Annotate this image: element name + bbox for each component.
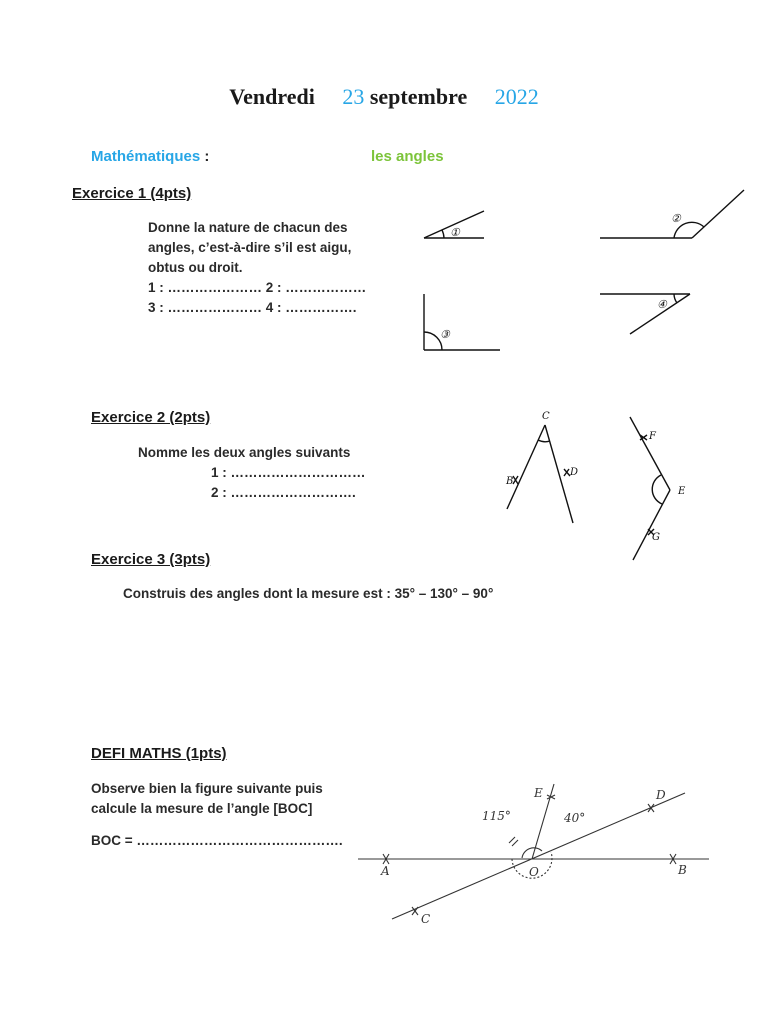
exercise2-title: Exercice 2 (2pts): [91, 409, 211, 426]
point-o-label: O: [529, 865, 539, 879]
exercise2-answer-line: 2 : ……………………….: [211, 485, 356, 500]
subject-name: Mathématiques: [91, 148, 201, 165]
angle-40-label: 40°: [564, 811, 586, 825]
point-d-label: D: [570, 467, 579, 478]
point-d-label: D: [656, 788, 666, 802]
angle-bcd-ray: [507, 425, 545, 509]
exercise2-answer-line: 1 : …………………………: [211, 465, 366, 480]
point-c-label: C: [542, 411, 550, 422]
angle-feg-arc: [652, 475, 662, 504]
title-day: Vendredi: [229, 84, 315, 109]
point-b-label: B: [506, 476, 514, 487]
exercise1-instruction-line: angles, c’est-à-dire s’il est aigu,: [148, 240, 352, 255]
angle3-label: ③: [440, 328, 450, 341]
subject-label: [91, 148, 209, 165]
exercise1-instructions: [148, 218, 366, 318]
point-b-label: B: [678, 863, 687, 877]
title-date-number: 23: [342, 84, 365, 109]
angle4-label: ④: [657, 298, 667, 311]
exercise1-instruction-line: obtus ou droit.: [148, 260, 243, 275]
angle4-arc: [674, 294, 677, 303]
line-cd: [392, 793, 685, 919]
angle-115-label: 115°: [482, 809, 511, 823]
exercise3-instruction: Construis des angles dont la mesure est : 35° – 130° – 90°: [123, 586, 494, 601]
defi-instructions: [91, 779, 323, 819]
angle-feg-ray: [633, 490, 670, 560]
subject-colon: :: [200, 148, 210, 165]
exercise1-answer-line: 1 : ………………… 2 : ………………: [148, 280, 367, 295]
exercise2-instruction: Nomme les deux angles suivants: [138, 445, 351, 460]
point-c-label: C: [421, 912, 431, 926]
defi-answer-line: BOC = ……………………………………….: [91, 833, 343, 848]
angle1-label: ①: [450, 226, 460, 239]
defi-figure: [352, 770, 717, 930]
exercise1-answer-line: 3 : ………………… 4 : …………….: [148, 300, 357, 315]
point-f-label: F: [649, 431, 656, 442]
angle-bcd-arc: [538, 440, 550, 442]
point-g-label: G: [652, 532, 660, 543]
exercise1-title: Exercice 1 (4pts): [72, 185, 192, 202]
exercise3-title: Exercice 3 (3pts): [91, 551, 211, 568]
angle2-label: ②: [671, 212, 681, 225]
title-month: septembre: [369, 84, 468, 109]
exercise2-angles-figure: [495, 405, 715, 565]
angle-feg-ray: [630, 417, 670, 490]
exercise1-instruction-line: Donne la nature de chacun des: [148, 220, 348, 235]
point-e-label: E: [534, 786, 543, 800]
defi-title: DEFI MATHS (1pts): [91, 745, 227, 762]
title-year: 2022: [494, 84, 539, 109]
subject-topic: les angles: [371, 148, 444, 165]
defi-instruction-line: Observe bien la figure suivante puis: [91, 781, 323, 796]
point-a-label: A: [381, 864, 390, 878]
defi-instruction-line: calcule la mesure de l’angle [BOC]: [91, 801, 313, 816]
page-title: [0, 84, 768, 110]
angle-mark-arc: [522, 848, 542, 858]
angle2-ray: [692, 190, 744, 238]
angle1-arc: [442, 230, 444, 238]
exercise1-angles-figure: [410, 180, 760, 360]
point-e-label: E: [678, 486, 686, 497]
